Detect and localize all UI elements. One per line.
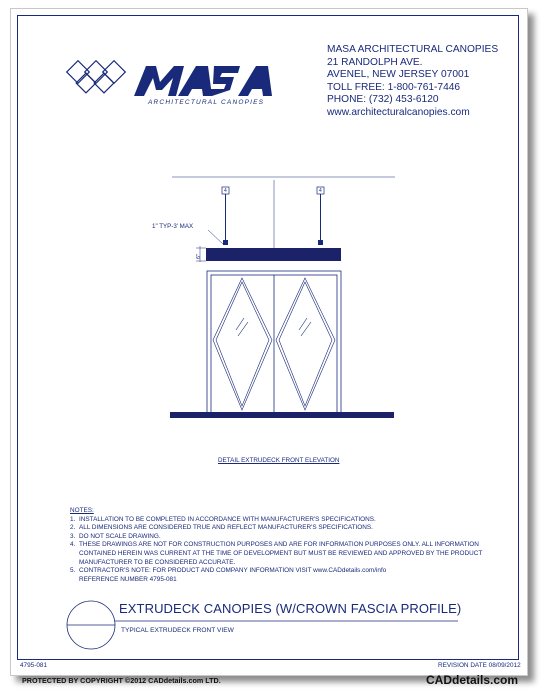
company-address-line1: 21 RANDOLPH AVE.: [327, 56, 423, 68]
note-item: 2. ALL DIMENSIONS ARE CONSIDERED TRUE AND REFLECT MANUFACTURER'S SPECIFICATIONS.: [70, 524, 373, 532]
tag-right: 4: [319, 188, 322, 194]
note-item: 4. THESE DRAWINGS ARE NOT FOR CONSTRUCTION PURPOSES AND ARE FOR INFORMATION PURPOSES ONLY. ALL INFORMATION CONTAINED HEREIN WAS CURRENT AT THE TIME OF DEVELOPMENT BUT MUST BE REVIEWED AND APPROVED BY THE PRODUCT MANUFACTURER TO BE CONSIDERED ACCURATE.: [70, 541, 483, 566]
tag-left: 4: [224, 188, 227, 194]
copyright-notice: PROTECTED BY COPYRIGHT ©2012 CADdetails.com LTD.: [22, 676, 221, 685]
detail-caption: DETAIL EXTRUDECK FRONT ELEVATION: [218, 457, 340, 464]
note-item: REFERENCE NUMBER 4795-081: [79, 575, 177, 583]
dimension-leader: [208, 230, 223, 244]
company-website: www.architecturalcanopies.com: [327, 106, 470, 118]
page-subtitle: TYPICAL EXTRUDECK FRONT VIEW: [121, 627, 234, 634]
company-phone: PHONE: (732) 453-6120: [327, 94, 439, 106]
hanger-rod-right: [317, 187, 324, 245]
note-item: 3. DO NOT SCALE DRAWING.: [70, 532, 161, 540]
door-right: [276, 278, 335, 410]
company-name: MASA ARCHITECTURAL CANOPIES: [327, 44, 499, 55]
caddetails-brand[interactable]: CADdetails.com: [426, 673, 519, 687]
logo-subtitle: ARCHITECTURAL CANOPIES: [148, 99, 265, 106]
notes-header: NOTES:: [70, 507, 94, 514]
floor-slab: [170, 412, 394, 418]
company-tollfree: TOLL FREE: 1-800-761-7446: [327, 81, 461, 93]
hanger-rod-left: [222, 187, 229, 245]
dimension-small: 6": [196, 253, 202, 259]
page-title: EXTRUDECK CANOPIES (W/CROWN FASCIA PROFILE): [119, 601, 462, 616]
dimension-label: 1" TYP-3' MAX: [152, 223, 194, 230]
canopy-fascia: [206, 248, 341, 261]
revision-date: REVISION DATE 08/09/2012: [438, 662, 521, 669]
note-item: 5. CONTRACTOR'S NOTE: FOR PRODUCT AND COMPANY INFORMATION VISIT www.CADdetails.com/info: [70, 567, 387, 575]
notes-block: [70, 507, 500, 584]
note-item: 1. INSTALLATION TO BE COMPLETED IN ACCORDANCE WITH MANUFACTURER'S SPECIFICATIONS.: [70, 515, 376, 523]
sheet-number: 4795-081: [20, 662, 48, 669]
door-frame: [207, 271, 341, 413]
company-address-line2: AVENEL, NEW JERSEY 07001: [327, 69, 470, 81]
door-left: [213, 278, 272, 410]
